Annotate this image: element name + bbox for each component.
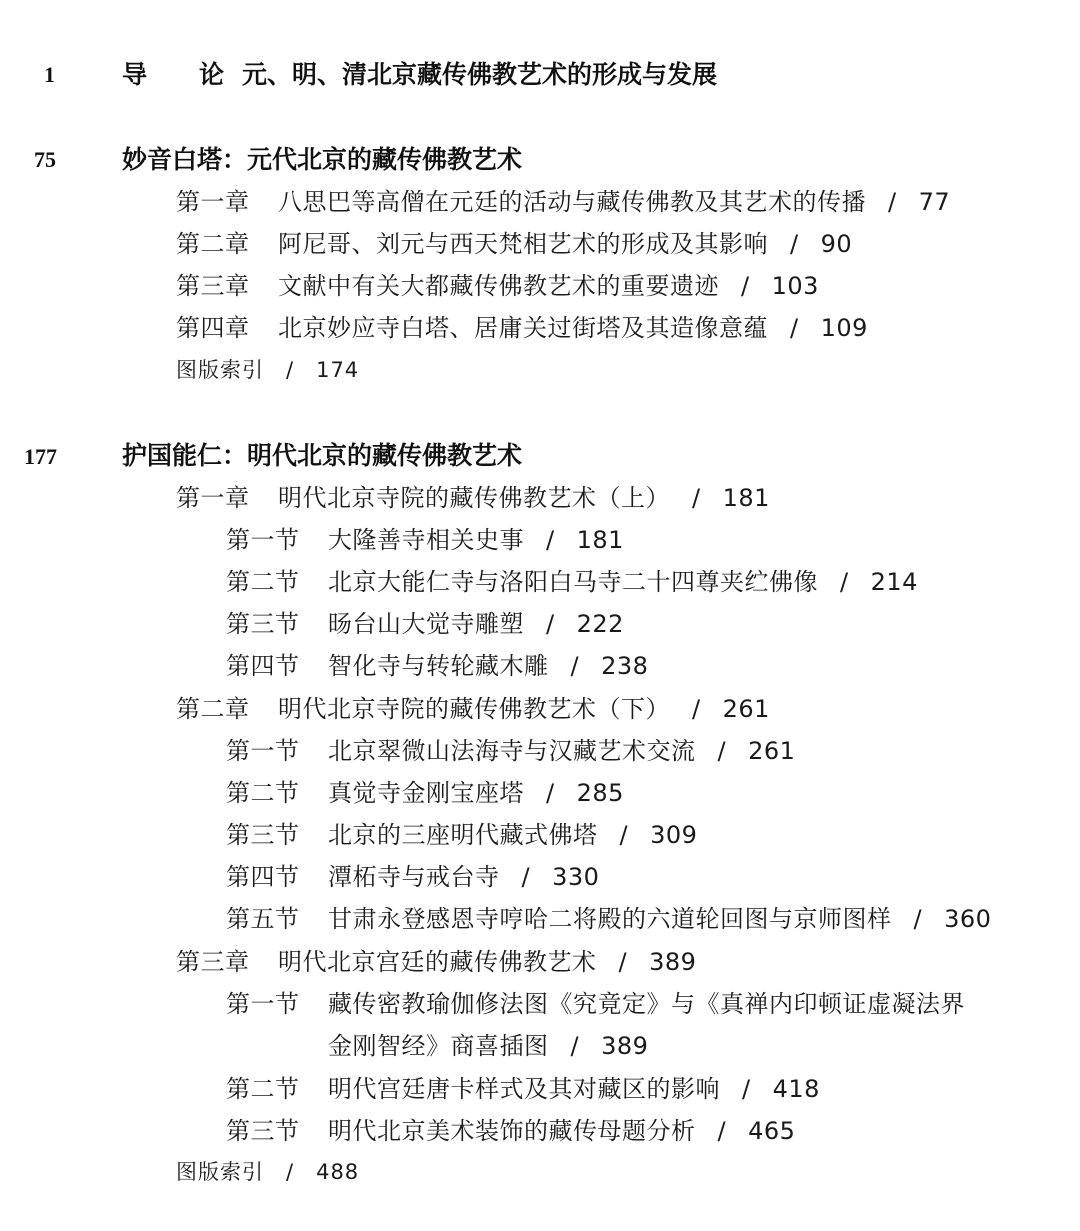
section-label: 第一节 xyxy=(226,526,300,554)
ch2-section-3[interactable] xyxy=(226,823,697,847)
section-label: 第五节 xyxy=(226,905,300,933)
section-title: 大隆善寺相关史事 xyxy=(328,526,524,554)
ch2-section-1[interactable] xyxy=(226,739,795,763)
page-separator: / xyxy=(840,568,849,596)
section-page: 222 xyxy=(576,610,624,638)
section-label: 第二节 xyxy=(226,779,300,807)
page-separator: / xyxy=(790,230,799,258)
chapter-title: 明代北京寺院的藏传佛教艺术（上） xyxy=(278,484,670,512)
section-label: 第一节 xyxy=(226,990,300,1018)
section-title: 甘肃永登感恩寺哼哈二将殿的六道轮回图与京师图样 xyxy=(328,905,892,933)
page-separator: / xyxy=(741,272,750,300)
page-separator: / xyxy=(521,863,531,891)
page-separator: / xyxy=(570,1032,580,1060)
part2-chapter-1[interactable] xyxy=(176,486,770,510)
page-separator: / xyxy=(286,358,295,382)
index-page: 488 xyxy=(316,1160,360,1184)
chapter-label: 第二章 xyxy=(176,230,250,258)
page-separator: / xyxy=(742,1075,751,1103)
intro-title: 元、明、清北京藏传佛教艺术的形成与发展 xyxy=(242,60,718,89)
part1-chapter-1[interactable] xyxy=(176,190,950,214)
section-page: 418 xyxy=(772,1075,820,1103)
chapter-page: 103 xyxy=(771,272,819,300)
section-title: 藏传密教瑜伽修法图《究竟定》与《真禅内印顿证虚凝法界 xyxy=(328,990,965,1018)
section-label: 第三节 xyxy=(226,821,300,849)
chapter-title: 阿尼哥、刘元与西天梵相艺术的形成及其影响 xyxy=(278,230,768,258)
page-separator: / xyxy=(913,905,923,933)
ch1-section-2[interactable] xyxy=(226,570,918,594)
index-label: 图版索引 xyxy=(176,1160,264,1184)
section-page: 285 xyxy=(576,779,624,807)
chapter-page: 389 xyxy=(649,948,697,976)
chapter-label: 第三章 xyxy=(176,948,250,976)
part1-chapter-4[interactable] xyxy=(176,316,868,340)
chapter-page: 90 xyxy=(820,230,853,258)
ch2-section-2[interactable] xyxy=(226,781,624,805)
chapter-label: 第四章 xyxy=(176,314,250,342)
page-separator: / xyxy=(888,188,897,216)
page-separator: / xyxy=(618,948,628,976)
section-title-continued: 金刚智经》商喜插图 xyxy=(328,1032,549,1060)
page-separator: / xyxy=(790,314,799,342)
ch2-section-5[interactable] xyxy=(226,907,991,931)
ch1-section-4[interactable] xyxy=(226,654,648,678)
section-title: 明代北京美术装饰的藏传母题分析 xyxy=(328,1117,696,1145)
chapter-label: 第一章 xyxy=(176,484,250,512)
chapter-page: 109 xyxy=(820,314,868,342)
section-label: 第一节 xyxy=(226,737,300,765)
ch3-section-1-continued[interactable] xyxy=(328,1034,648,1058)
section-page: 181 xyxy=(576,526,624,554)
section-label: 第三节 xyxy=(226,1117,300,1145)
index-page: 174 xyxy=(316,358,360,382)
page-separator: / xyxy=(546,779,555,807)
part1-chapter-3[interactable] xyxy=(176,274,819,298)
chapter-page: 261 xyxy=(722,695,770,723)
chapter-label: 第二章 xyxy=(176,695,250,723)
chapter-label: 第一章 xyxy=(176,188,250,216)
section-page: 309 xyxy=(650,821,698,849)
part1-page-number: 75 xyxy=(34,147,56,172)
section-page: 261 xyxy=(748,737,796,765)
section-page: 330 xyxy=(552,863,600,891)
ch3-section-1[interactable] xyxy=(226,992,965,1016)
section-page: 238 xyxy=(601,652,649,680)
ch1-section-1[interactable] xyxy=(226,528,624,552)
page-separator: / xyxy=(717,737,727,765)
section-page: 214 xyxy=(870,568,918,596)
page-separator: / xyxy=(692,484,701,512)
chapter-title: 八思巴等高僧在元廷的活动与藏传佛教及其艺术的传播 xyxy=(278,188,866,216)
section-title: 北京大能仁寺与洛阳白马寺二十四尊夹纻佛像 xyxy=(328,568,818,596)
section-title: 真觉寺金刚宝座塔 xyxy=(328,779,524,807)
intro-page-number: 1 xyxy=(44,62,55,87)
chapter-title: 明代北京宫廷的藏传佛教艺术 xyxy=(278,948,597,976)
part2-chapter-2[interactable] xyxy=(176,697,770,721)
section-title: 智化寺与转轮藏木雕 xyxy=(328,652,549,680)
section-page: 360 xyxy=(944,905,992,933)
part1-title[interactable]: 妙音白塔：元代北京的藏传佛教艺术 xyxy=(122,145,523,174)
intro-label-b: 论 xyxy=(199,60,225,89)
intro-label-a: 导 xyxy=(122,60,148,89)
page-separator: / xyxy=(286,1160,295,1184)
part2-chapter-3[interactable] xyxy=(176,950,696,974)
intro-heading[interactable] xyxy=(122,62,717,87)
chapter-label: 第三章 xyxy=(176,272,250,300)
page-separator: / xyxy=(546,610,555,638)
section-title: 北京翠微山法海寺与汉藏艺术交流 xyxy=(328,737,696,765)
index-label: 图版索引 xyxy=(176,358,264,382)
page-separator: / xyxy=(717,1117,727,1145)
ch2-section-4[interactable] xyxy=(226,865,599,889)
page-separator: / xyxy=(692,695,701,723)
page-separator: / xyxy=(619,821,629,849)
ch3-section-2[interactable] xyxy=(226,1077,820,1101)
section-title: 北京的三座明代藏式佛塔 xyxy=(328,821,598,849)
page-separator: / xyxy=(546,526,555,554)
ch3-section-3[interactable] xyxy=(226,1119,795,1143)
section-label: 第四节 xyxy=(226,863,300,891)
section-title: 潭柘寺与戒台寺 xyxy=(328,863,500,891)
section-label: 第三节 xyxy=(226,610,300,638)
part2-page-number: 177 xyxy=(24,444,57,469)
chapter-page: 181 xyxy=(722,484,770,512)
part2-title[interactable]: 护国能仁：明代北京的藏传佛教艺术 xyxy=(122,441,523,470)
section-label: 第二节 xyxy=(226,568,300,596)
page-separator: / xyxy=(570,652,580,680)
section-label: 第四节 xyxy=(226,652,300,680)
section-title: 明代宫廷唐卡样式及其对藏区的影响 xyxy=(328,1075,720,1103)
section-page: 465 xyxy=(748,1117,796,1145)
part2-plate-index[interactable] xyxy=(176,1162,359,1183)
part1-plate-index[interactable] xyxy=(176,360,359,381)
chapter-page: 77 xyxy=(918,188,951,216)
chapter-title: 北京妙应寺白塔、居庸关过街塔及其造像意蕴 xyxy=(278,314,768,342)
part1-chapter-2[interactable] xyxy=(176,232,852,256)
section-label: 第二节 xyxy=(226,1075,300,1103)
ch1-section-3[interactable] xyxy=(226,612,624,636)
chapter-title: 明代北京寺院的藏传佛教艺术（下） xyxy=(278,695,670,723)
section-title: 旸台山大觉寺雕塑 xyxy=(328,610,524,638)
section-page: 389 xyxy=(601,1032,649,1060)
chapter-title: 文献中有关大都藏传佛教艺术的重要遗迹 xyxy=(278,272,719,300)
